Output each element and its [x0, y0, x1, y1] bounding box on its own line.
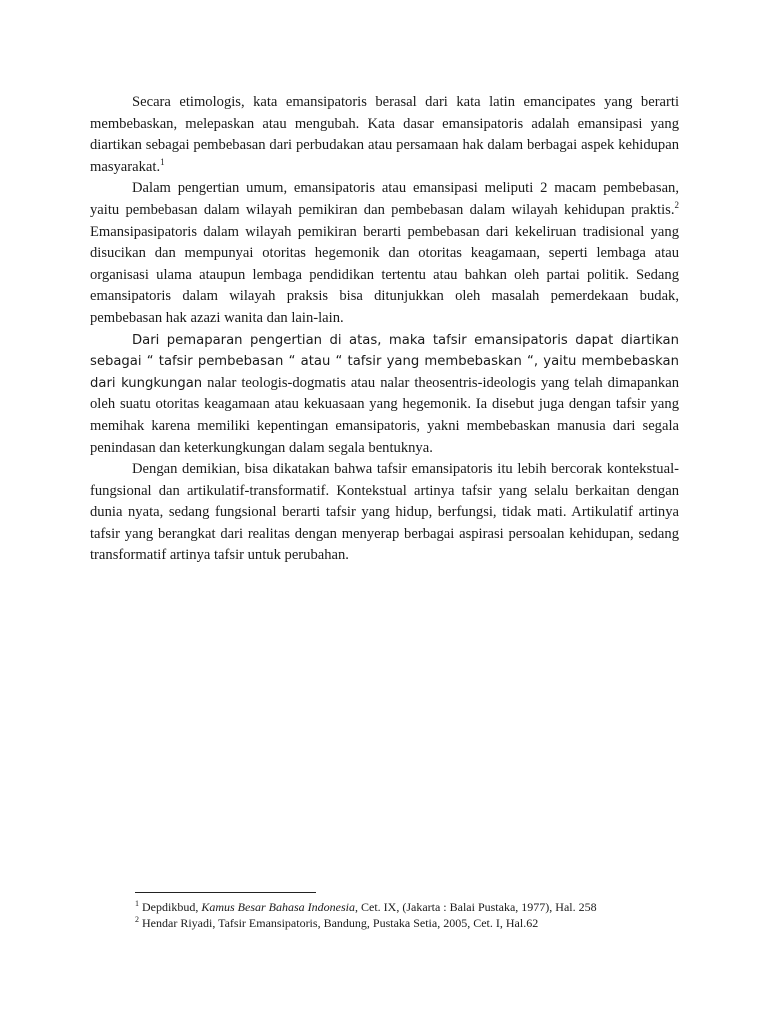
footnote-1-title: Kamus Besar Bahasa Indonesia — [201, 900, 355, 914]
footnote-divider — [135, 892, 316, 893]
paragraph-tafsir-pembebasan: Dari pemaparan pengertian di atas, maka tafsir emansipatoris dapat diartikan sebagai “ tafsir pembebasan “ atau “ tafsir yang membebaskan “, yaitu membebaskan dari kungkungan nalar teologis-dogmatis atau nalar theosentris-ideologis yang telah dimapankan oleh suatu otoritas keagamaan atau kekuasaan yang hegemonik. Ia disebut juga dengan tafsir yang memihak karena memiliki kepentingan emansipatoris, yakni membebaskan manusia dari segala penindasan dan keterkungkungan dalam segala bentuknya. — [90, 332, 679, 456]
footnote-1: $^1$ Depdikbud, Kamus Besar Bahasa Indonesia, Cet. IX, (Jakarta : Balai Pustaka, 1977), Hal. 258 — [135, 899, 597, 914]
footnote-ref-2: 2 — [674, 200, 679, 211]
footnote-ref-1: 1 — [160, 156, 165, 167]
paragraph-etimologi: Secara etimologis, kata emansipatoris berasal dari kata latin emancipates yang berarti membebaskan, melepaskan atau mengubah. Kata dasar emansipatoris adalah emansipasi yang diartikan sebagai pembebasan dari perbudakan atau persamaan hak dalam berbagai aspek kehidupan masyarakat.$^1$ — [90, 94, 679, 175]
footnotes — [135, 899, 695, 931]
paragraph-pengertian-umum: Dalam pengertian umum, emansipatoris atau emansipasi meliputi 2 macam pembebasan, yaitu pembebasan dalam wilayah pemikiran dan pembebasan dalam wilayah kehidupan praktis.$^2$ Emansipasipatoris dalam wilayah pemikiran berarti pembebasan dari kekeliruan tradisional yang disucikan dan mempunyai otoritas hegemonik dan otoritas keagamaan, seperti lembaga atau organisasi ulama ataupun lembaga pendidikan tertentu atau bahkan oleh partai politik. Sedang emansipatoris dalam wilayah praksis bisa ditunjukkan oleh masalah pemerdekaan budak, pembebasan hak azazi wanita dan lain-lain. — [90, 180, 679, 326]
paragraph-kesimpulan: Dengan demikian, bisa dikatakan bahwa tafsir emansipatoris itu lebih bercorak kontekstual-fungsional dan artikulatif-transformatif. Kontekstual artinya tafsir yang selalu berkaitan dengan dunia nyata, sedang fungsional berarti tafsir yang hidup, berfungsi, tidak mati. Artikulatif artinya tafsir yang berangkat dari realitas dengan menyerap berbagai aspirasi persoalan kehidupan, sedang transformatif artinya tafsir untuk perubahan. — [90, 461, 679, 564]
body-text — [90, 92, 679, 567]
footnote-2: $^2$ Hendar Riyadi, Tafsir Emansipatoris, Bandung, Pustaka Setia, 2005, Cet. I, Hal.62 — [135, 915, 539, 930]
